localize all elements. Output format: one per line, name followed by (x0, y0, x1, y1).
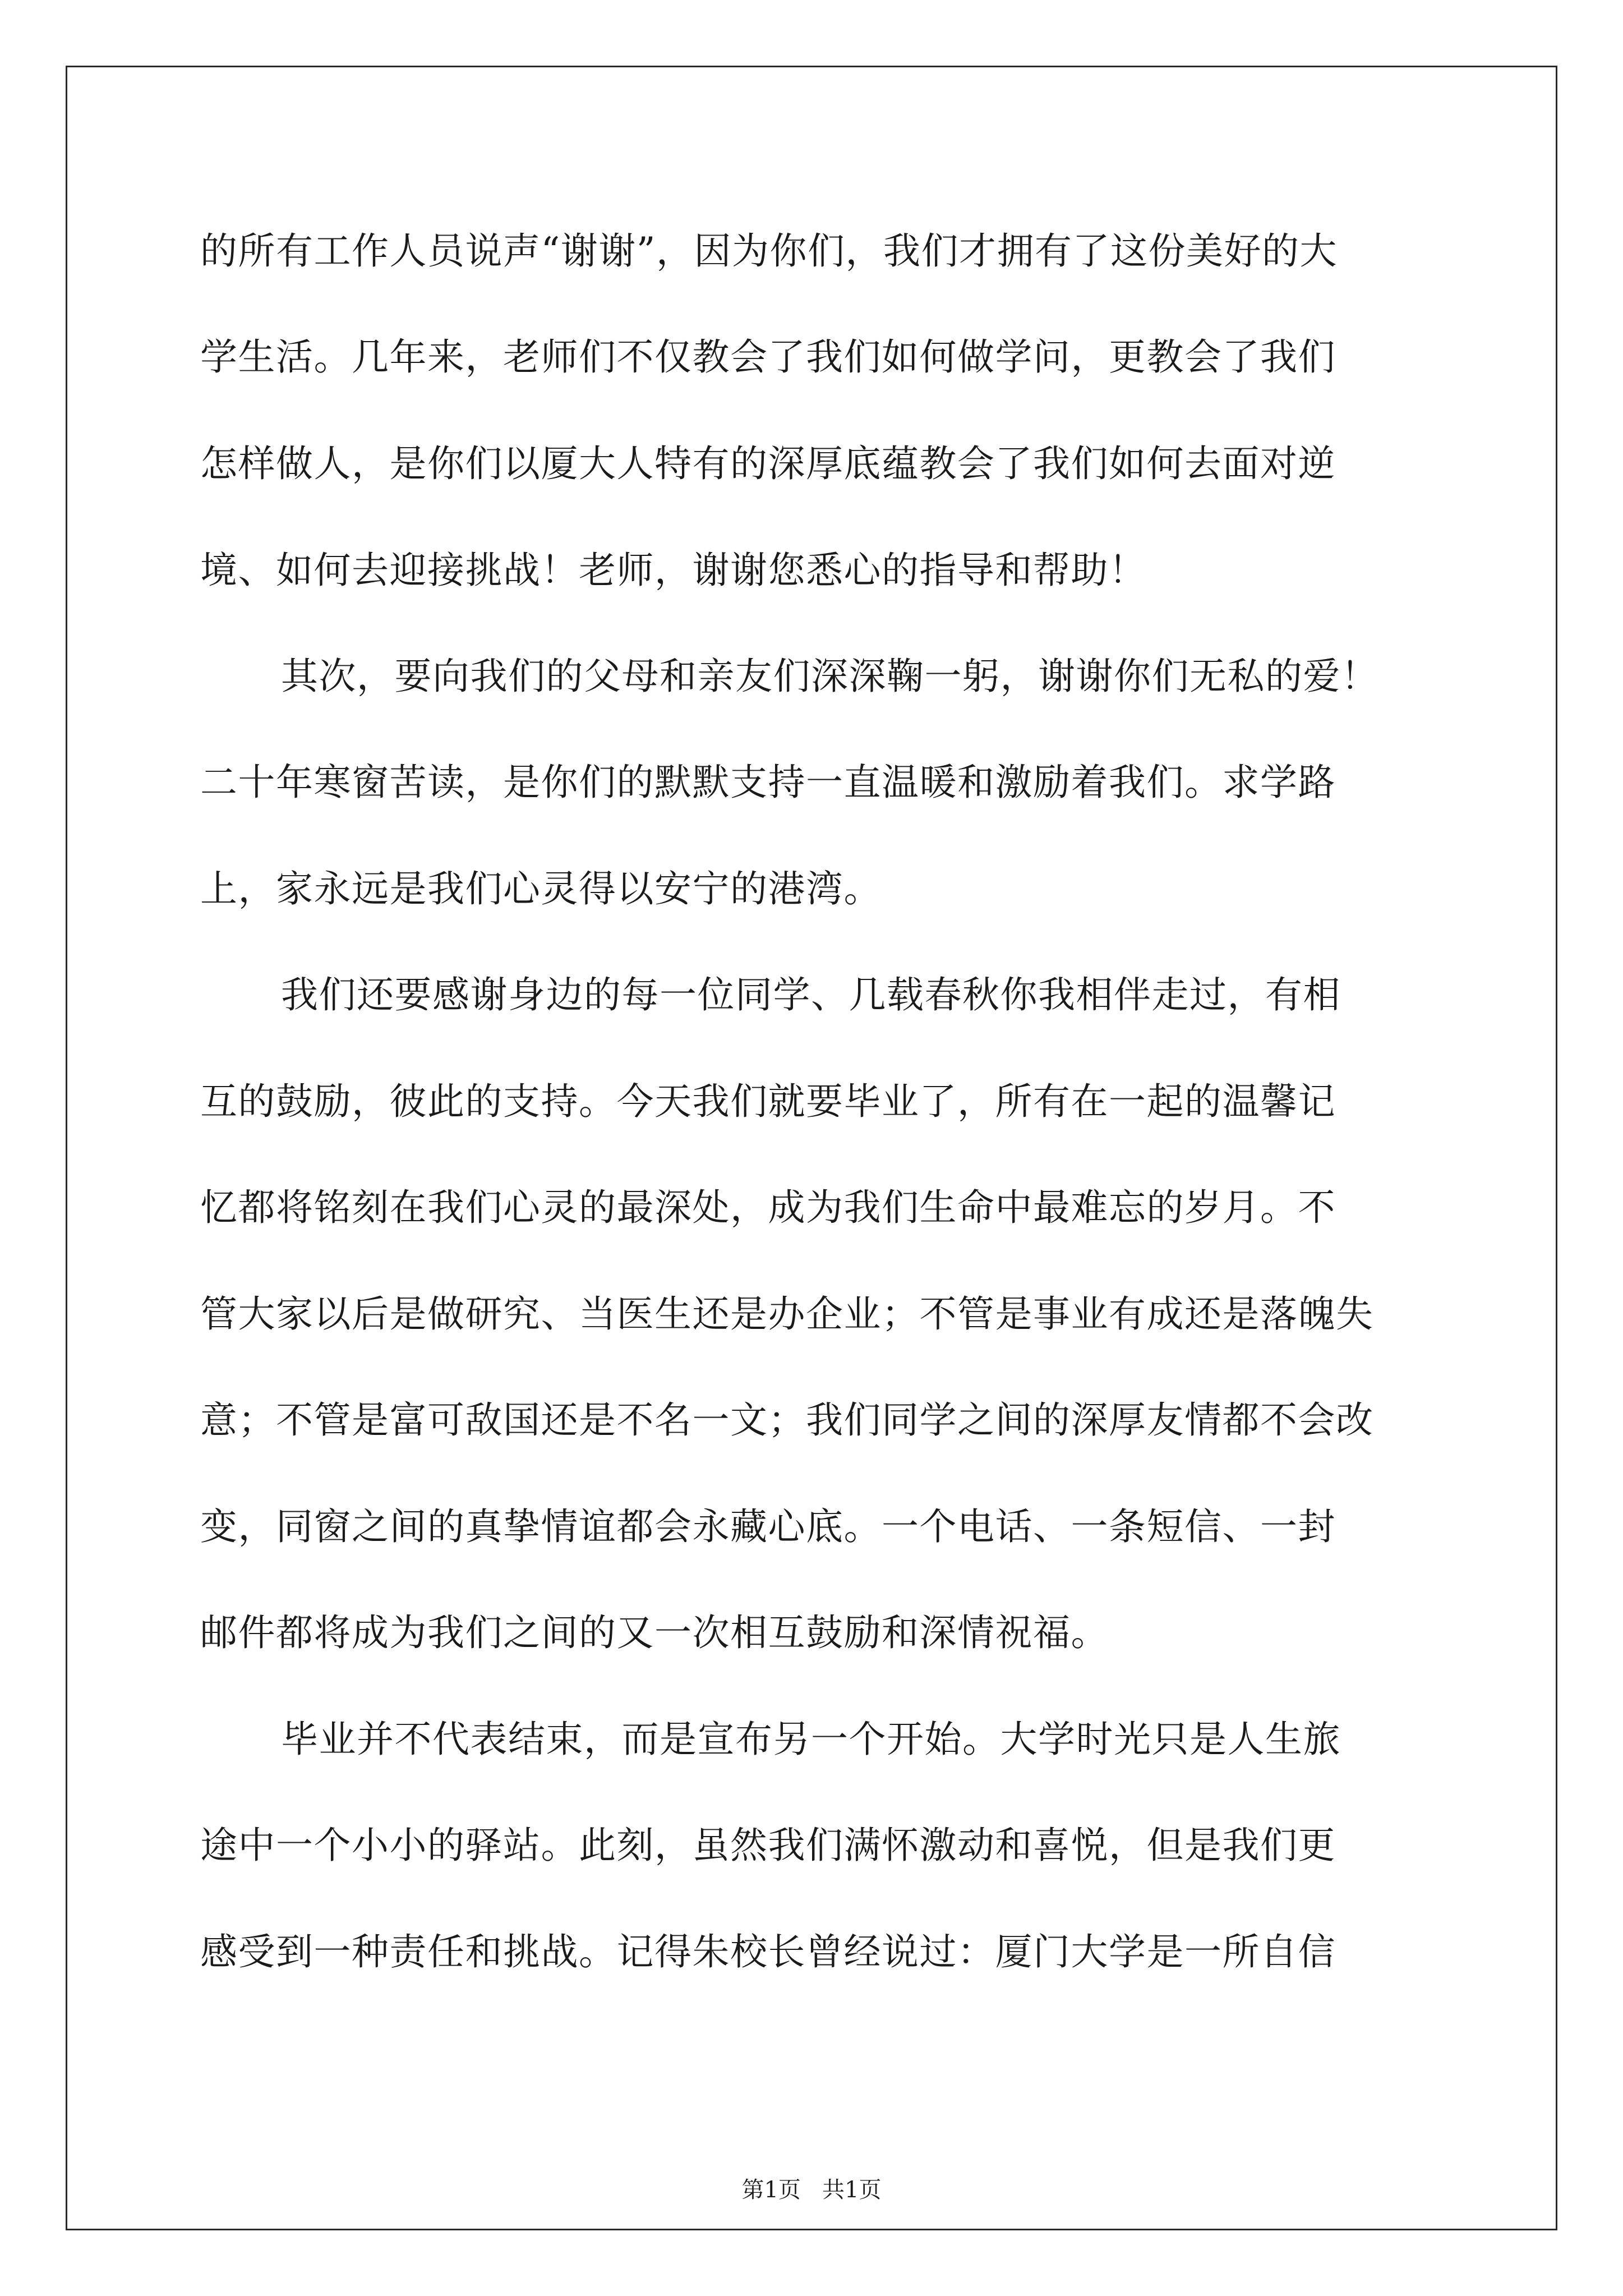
text-line: 邮件都将成为我们之间的又一次相互鼓励和深情祝福。 (200, 1611, 1109, 1654)
text-line: 感受到一种责任和挑战。记得朱校长曾经说过：厦门大学是一所自信 (200, 1930, 1336, 1973)
text-line: 的所有工作人员说声“谢谢”，因为你们，我们才拥有了这份美好的大 (200, 229, 1338, 273)
text-line: 忆都将铭刻在我们心灵的最深处，成为我们生命中最难忘的岁月。不 (200, 1186, 1336, 1229)
text-line: 怎样做人，是你们以厦大人特有的深厚底蕴教会了我们如何去面对逆 (200, 442, 1336, 485)
text-line: 途中一个小小的驿站。此刻，虽然我们满怀激动和喜悦，但是我们更 (200, 1824, 1336, 1867)
text-line: 互的鼓励，彼此的支持。今天我们就要毕业了，所有在一起的温馨记 (200, 1080, 1336, 1123)
text-line: 学生活。几年来，老师们不仅教会了我们如何做学问，更教会了我们 (200, 335, 1336, 379)
page-border (66, 66, 1557, 2230)
paragraph-first-line: 其次，要向我们的父母和亲友们深深鞠一躬，谢谢你们无私的爱！ (281, 655, 1379, 698)
text-line: 二十年寒窗苦读，是你们的默默支持一直温暖和激励着我们。求学路 (200, 761, 1336, 804)
text-line: 意；不管是富可敌国还是不名一文；我们同学之间的深厚友情都不会改 (200, 1398, 1374, 1442)
text-line: 境、如何去迎接挑战！老师，谢谢您悉心的指导和帮助！ (200, 549, 1147, 592)
paragraph-first-line: 毕业并不代表结束，而是宣布另一个开始。大学时光只是人生旅 (281, 1718, 1341, 1761)
text-line: 管大家以后是做研究、当医生还是办企业；不管是事业有成还是落魄失 (200, 1292, 1374, 1336)
text-line: 上，家永远是我们心灵得以安宁的港湾。 (200, 867, 882, 910)
page-footer: 第1页 共1页 (741, 2177, 882, 2203)
text-line: 变，同窗之间的真挚情谊都会永藏心底。一个电话、一条短信、一封 (200, 1505, 1336, 1548)
paragraph-first-line: 我们还要感谢身边的每一位同学、几载春秋你我相伴走过，有相 (281, 973, 1341, 1016)
